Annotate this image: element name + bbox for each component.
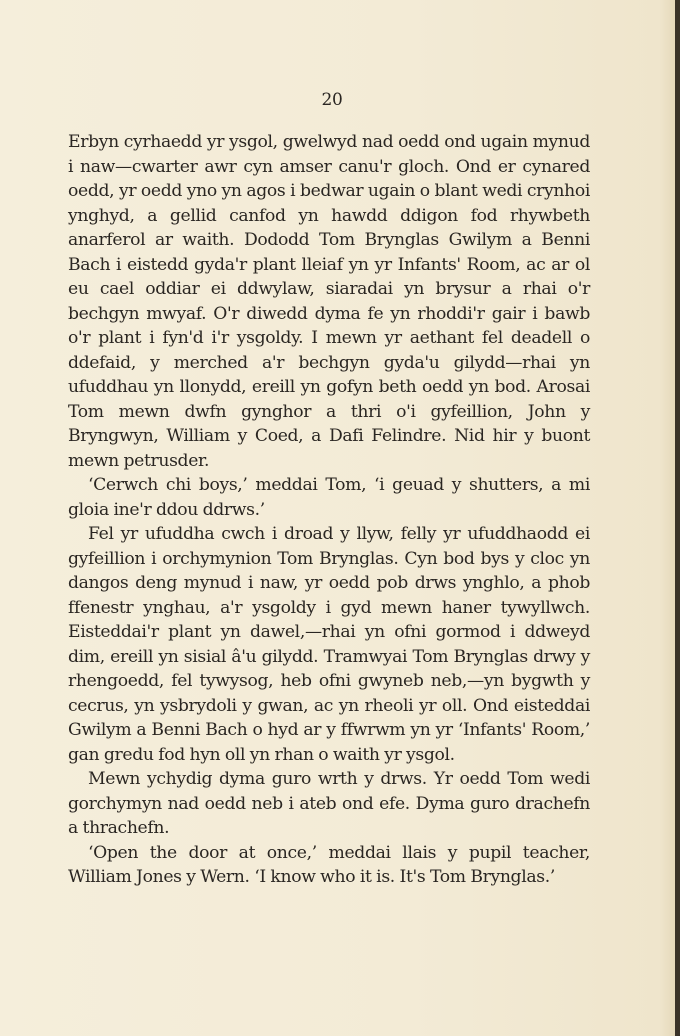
page-edge bbox=[675, 0, 680, 1036]
paragraph-3: Fel yr ufuddha cwch i droad y llyw, felly yr ufuddhaodd ei gyfeillion i orchymynion Tom Brynglas. Cyn bod bys y cloc yn dangos deng mynud i naw, yr oedd pob drws ynghlo, a phob ffenestr ynghau, a'r ysgoldy i gyd mewn haner tywyllwch. Eisteddai'r plant yn dawel,—rhai yn ofni gormod i ddweyd dim, ereill yn sisial â'u gilydd. Tramwyai Tom Brynglas drwy y rhengoedd, fel tywysog, heb ofni gwyneb neb,—yn bygwth y cecrus, yn ysbrydoli y gwan, ac yn rheoli yr oll. Ond eisteddai Gwilym a Benni Bach o hyd ar y ffwrwm yn yr ‘Infants' Room,’ gan gredu fod hyn oll yn rhan o waith yr ysgol. bbox=[68, 524, 590, 765]
paragraph-2: ‘Cerwch chi boys,’ meddai Tom, ‘i geuad y shutters, a mi gloia ine'r ddou ddrws.’ bbox=[68, 475, 590, 520]
paragraph-1: Erbyn cyrhaedd yr ysgol, gwelwyd nad oedd ond ugain mynud i naw—cwarter awr cyn amser canu'r gloch. Ond er cynared oedd, yr oedd yno yn agos i bedwar ugain o blant wedi crynhoi ynghyd, a gellid canfod yn hawdd ddigon fod rhywbeth anarferol ar waith. Dododd Tom Brynglas Gwilym a Benni Bach i eistedd gyda'r plant lleiaf yn yr Infants' Room, ac ar ol eu cael oddiar ei ddwylaw, siaradai yn brysur a rhai o'r bechgyn mwyaf. O'r diwedd dyma fe yn rhoddi'r gair i bawb o'r plant i fyn'd i'r ysgoldy. I mewn yr aethant fel deadell o ddefaid, y merched a'r bechgyn gyda'u gilydd—rhai yn ufuddhau yn llonydd, ereill yn gofyn beth oedd yn bod. Arosai Tom mewn dwfn gynghor a thri o'i gyfeillion, John y Bryngwyn, William y Coed, a Dafi Felindre. Nid hir y buont mewn petrusder. bbox=[68, 132, 590, 471]
text-block bbox=[68, 90, 590, 890]
paragraph-5: ‘Open the door at once,’ meddai llais y pupil teacher, William Jones y Wern. ‘I know who it is. It's Tom Brynglas.’ bbox=[68, 842, 590, 887]
page-number: 20 bbox=[321, 90, 343, 110]
body-text bbox=[68, 130, 590, 890]
paragraph-4: Mewn ychydig dyma guro wrth y drws. Yr oedd Tom wedi gorchymyn nad oedd neb i ateb ond efe. Dyma guro drachefn a thrachefn. bbox=[68, 769, 590, 838]
